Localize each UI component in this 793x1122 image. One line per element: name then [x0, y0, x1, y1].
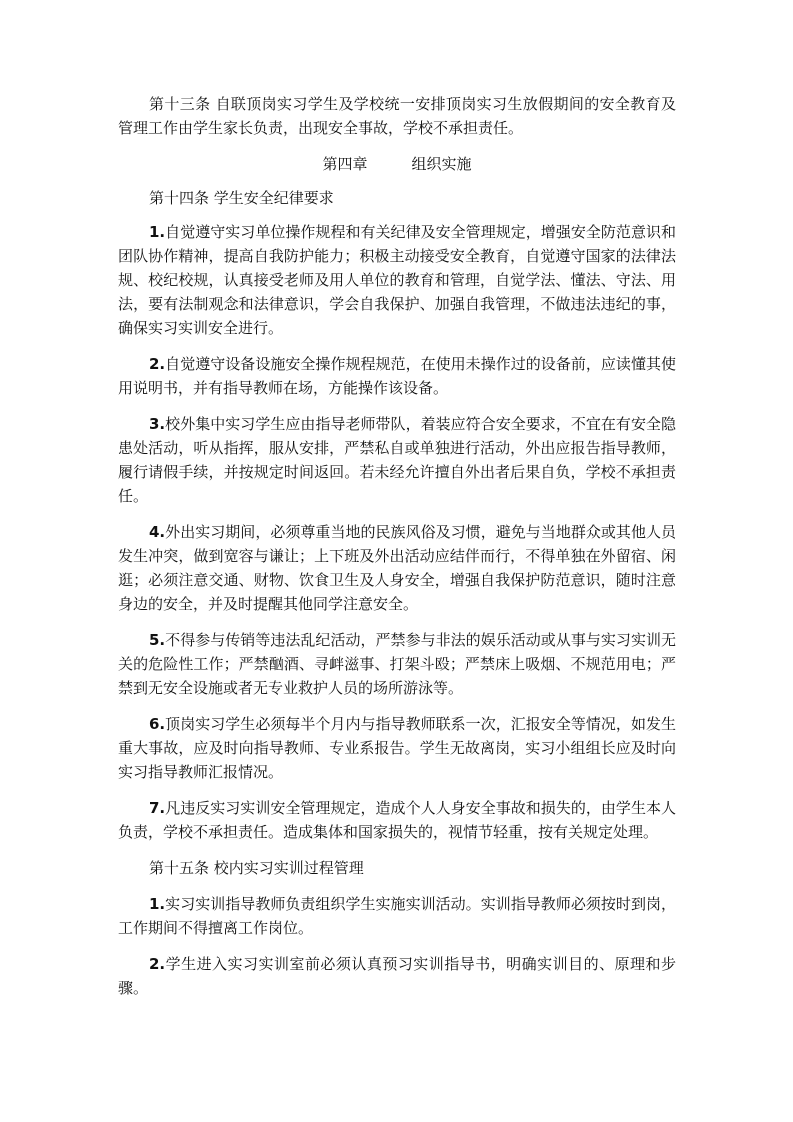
item-number: 7. [149, 799, 166, 817]
chapter-number: 第四章 [322, 155, 368, 173]
item-number: 1. [149, 223, 166, 241]
item-number: 2. [149, 355, 166, 373]
article-14-item-7 [118, 796, 676, 844]
article-14-item-6 [118, 712, 676, 784]
article-14-item-2 [118, 352, 676, 400]
item-text: 校外集中实习学生应由指导老师带队，着装应符合安全要求，不宜在有安全隐患处活动，听从指挥，服从安排，严禁私自或单独进行活动，外出应报告指导教师，履行请假手续，并按规定时间返回。若未经允许擅自外出者后果自负，学校不承担责任。 [118, 415, 676, 505]
article-15-title: 第十五条 校内实习实训过程管理 [149, 859, 364, 877]
item-text: 实习实训指导教师负责组织学生实施实训活动。实训指导教师必须按时到岗，工作期间不得擅离工作岗位。 [118, 895, 676, 937]
document-body [118, 92, 676, 1012]
item-number: 6. [149, 715, 166, 733]
chapter-title: 组织实施 [411, 155, 472, 173]
item-text: 自觉遵守设备设施安全操作规程规范，在使用未操作过的设备前，应读懂其使用说明书，并有指导教师在场，方能操作该设备。 [118, 355, 676, 397]
chapter-heading [118, 152, 676, 176]
item-text: 顶岗实习学生必须每半个月内与指导教师联系一次，汇报安全等情况，如发生重大事故，应及时向指导教师、专业系报告。学生无故离岗，实习小组组长应及时向实习指导教师汇报情况。 [118, 715, 676, 781]
article-15-item-1 [118, 892, 676, 940]
item-text: 外出实习期间，必须尊重当地的民族风俗及习惯，避免与当地群众或其他人员发生冲突，做到宽容与谦让；上下班及外出活动应结伴而行，不得单独在外留宿、闲逛；必须注意交通、财物、饮食卫生及人身安全，增强自我保护防范意识，随时注意身边的安全，并及时提醒其他同学注意安全。 [118, 523, 676, 613]
item-text: 自觉遵守实习单位操作规程和有关纪律及安全管理规定，增强安全防范意识和团队协作精神，提高自我防护能力；积极主动接受安全教育，自觉遵守国家的法律法规、校纪校规，认真接受老师及用人单位的教育和管理，自觉学法、懂法、守法、用法，要有法制观念和法律意识，学会自我保护、加强自我管理，不做违法违纪的事，确保实习实训安全进行。 [118, 223, 676, 337]
article-15-item-2 [118, 952, 676, 1000]
article-14-item-3 [118, 412, 676, 508]
item-number: 1. [149, 895, 166, 913]
item-number: 2. [149, 955, 166, 973]
article-13-paragraph: 第十三条 自联顶岗实习学生及学校统一安排顶岗实习生放假期间的安全教育及管理工作由学生家长负责，出现安全事故，学校不承担责任。 [118, 95, 676, 137]
article-14-item-5 [118, 628, 676, 700]
item-number: 4. [149, 523, 166, 541]
item-text: 学生进入实习实训室前必须认真预习实训指导书，明确实训目的、原理和步骤。 [118, 955, 676, 997]
item-number: 3. [149, 415, 166, 433]
article-14-item-4 [118, 520, 676, 616]
item-text: 凡违反实习实训安全管理规定，造成个人人身安全事故和损失的，由学生本人负责，学校不承担责任。造成集体和国家损失的，视情节轻重，按有关规定处理。 [118, 799, 676, 841]
article-14-item-1 [118, 220, 676, 340]
item-number: 5. [149, 631, 166, 649]
item-text: 不得参与传销等违法乱纪活动，严禁参与非法的娱乐活动或从事与实习实训无关的危险性工作；严禁酗酒、寻衅滋事、打架斗殴；严禁床上吸烟、不规范用电；严禁到无安全设施或者无专业救护人员的场所游泳等。 [118, 631, 676, 697]
article-14-title: 第十四条 学生安全纪律要求 [149, 189, 334, 207]
